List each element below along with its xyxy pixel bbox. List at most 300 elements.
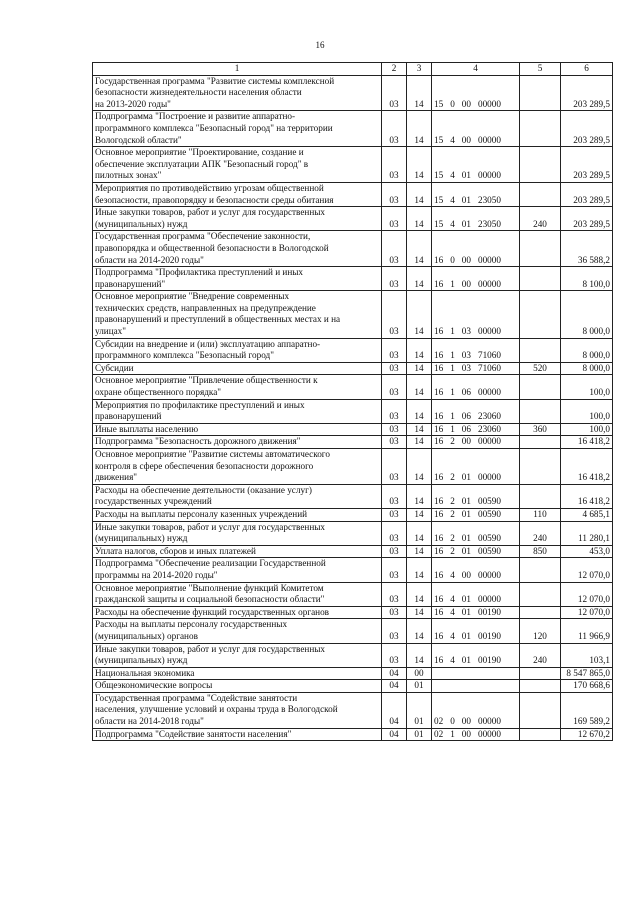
- row-section-code: 03: [382, 291, 407, 338]
- row-target-article-code: [432, 558, 520, 582]
- row-subsection-code: 14: [407, 375, 432, 399]
- target-article-part: 00000: [477, 278, 501, 289]
- row-name: Государственная программа "Развитие системы комплексной безопасности жизнедеятельности населения области на 2013-2020 годы": [93, 75, 382, 111]
- row-subsection-code: 14: [407, 147, 432, 183]
- table-row: [93, 267, 613, 291]
- target-article-part: 4: [450, 594, 455, 605]
- row-amount: 12 670,2: [561, 728, 613, 741]
- row-target-article-code: [432, 147, 520, 183]
- target-article-part: 16: [434, 350, 444, 361]
- row-name: Основное мероприятие "Выполнение функций Комитетом гражданской защиты и социальной безопасности области": [93, 582, 382, 606]
- target-article-part: 0: [450, 716, 455, 727]
- row-section-code: 03: [382, 399, 407, 423]
- row-expense-type-code: 240: [520, 643, 561, 667]
- row-amount: 203 289,5: [561, 147, 613, 183]
- target-article-part: 16: [434, 472, 444, 483]
- target-article-part: 16: [434, 594, 444, 605]
- header-cell: 4: [432, 63, 520, 76]
- target-article-part: 00190: [477, 606, 501, 617]
- row-subsection-code: 14: [407, 182, 432, 206]
- table-row: [93, 582, 613, 606]
- row-name: Субсидии на внедрение и (или) эксплуатацию аппаратно- программного комплекса "Безопасный город": [93, 338, 382, 362]
- target-article-part: 1: [450, 411, 455, 422]
- table-row: [93, 680, 613, 693]
- target-article-part: 16: [434, 423, 444, 434]
- row-amount: 453,0: [561, 545, 613, 558]
- target-article-part: 16: [434, 630, 444, 641]
- table-row: [93, 521, 613, 545]
- target-article-part: 00590: [477, 533, 501, 544]
- target-article-part: 4: [450, 134, 455, 145]
- target-article-part: 2: [450, 436, 455, 447]
- target-article-part: 00: [461, 436, 471, 447]
- target-article-part: 1: [450, 350, 455, 361]
- target-article-part: 00: [461, 728, 471, 739]
- row-section-code: 03: [382, 231, 407, 267]
- row-expense-type-code: 520: [520, 362, 561, 375]
- target-article-part: 00000: [477, 326, 501, 337]
- target-article-part: 4: [450, 218, 455, 229]
- row-subsection-code: 14: [407, 399, 432, 423]
- target-article-part: 1: [450, 423, 455, 434]
- row-section-code: 03: [382, 436, 407, 449]
- target-article-part: 03: [461, 362, 471, 373]
- row-amount: 12 070,0: [561, 582, 613, 606]
- row-target-article-code: [432, 667, 520, 680]
- table-row: [93, 375, 613, 399]
- row-name: Подпрограмма "Безопасность дорожного движения": [93, 436, 382, 449]
- row-amount: 8 000,0: [561, 338, 613, 362]
- table-row: [93, 619, 613, 643]
- row-name: Расходы на выплаты персоналу государственных (муниципальных) органов: [93, 619, 382, 643]
- target-article-part: 15: [434, 170, 444, 181]
- table-row: [93, 558, 613, 582]
- row-name: Основное мероприятие "Развитие системы автоматического контроля в сфере обеспечения безопасности дорожного движения": [93, 449, 382, 485]
- table-row: [93, 545, 613, 558]
- target-article-part: 4: [450, 630, 455, 641]
- row-target-article-code: [432, 582, 520, 606]
- target-article-part: 15: [434, 194, 444, 205]
- row-subsection-code: 14: [407, 582, 432, 606]
- row-section-code: 03: [382, 545, 407, 558]
- target-article-part: 15: [434, 98, 444, 109]
- row-amount: 8 547 865,0: [561, 667, 613, 680]
- row-amount: 203 289,5: [561, 75, 613, 111]
- row-target-article-code: [432, 362, 520, 375]
- table-row: [93, 449, 613, 485]
- header-cell: 3: [407, 63, 432, 76]
- row-amount: 36 588,2: [561, 231, 613, 267]
- row-target-article-code: [432, 692, 520, 728]
- table-row: [93, 667, 613, 680]
- row-subsection-code: 14: [407, 643, 432, 667]
- row-section-code: 04: [382, 680, 407, 693]
- row-section-code: 04: [382, 667, 407, 680]
- target-article-part: 16: [434, 508, 444, 519]
- page-number: 16: [315, 40, 325, 50]
- target-article-part: 16: [434, 496, 444, 507]
- row-amount: 16 418,2: [561, 484, 613, 508]
- row-target-article-code: [432, 231, 520, 267]
- table-row: [93, 362, 613, 375]
- table-row: [93, 111, 613, 147]
- row-target-article-code: [432, 606, 520, 619]
- row-section-code: 04: [382, 692, 407, 728]
- row-section-code: 03: [382, 484, 407, 508]
- target-article-part: 23050: [477, 194, 501, 205]
- target-article-part: 0: [450, 98, 455, 109]
- target-article-part: 00000: [477, 569, 501, 580]
- target-article-part: 16: [434, 655, 444, 666]
- row-amount: 11 280,1: [561, 521, 613, 545]
- row-section-code: 03: [382, 147, 407, 183]
- target-article-part: 00000: [477, 436, 501, 447]
- row-amount: 16 418,2: [561, 449, 613, 485]
- row-target-article-code: [432, 484, 520, 508]
- target-article-part: 01: [461, 508, 471, 519]
- row-target-article-code: [432, 423, 520, 436]
- row-expense-type-code: [520, 436, 561, 449]
- header-cell: 1: [93, 63, 382, 76]
- row-name: Иные закупки товаров, работ и услуг для государственных (муниципальных) нужд: [93, 207, 382, 231]
- row-target-article-code: [432, 545, 520, 558]
- row-amount: 203 289,5: [561, 182, 613, 206]
- row-amount: 12 070,0: [561, 558, 613, 582]
- row-subsection-code: 14: [407, 362, 432, 375]
- row-target-article-code: [432, 267, 520, 291]
- row-name: Уплата налогов, сборов и иных платежей: [93, 545, 382, 558]
- row-name: Государственная программа "Содействие занятости населения, улучшение условий и охраны труда в Вологодской области на 2014-2018 годы": [93, 692, 382, 728]
- row-subsection-code: 14: [407, 423, 432, 436]
- row-expense-type-code: 850: [520, 545, 561, 558]
- target-article-part: 23060: [477, 423, 501, 434]
- table-row: [93, 692, 613, 728]
- row-target-article-code: [432, 291, 520, 338]
- row-name: Расходы на обеспечение функций государственных органов: [93, 606, 382, 619]
- table-row: [93, 338, 613, 362]
- target-article-part: 01: [461, 655, 471, 666]
- target-article-part: 00000: [477, 716, 501, 727]
- row-target-article-code: [432, 619, 520, 643]
- target-article-part: 16: [434, 362, 444, 373]
- row-name: Подпрограмма "Обеспечение реализации Государственной программы на 2014-2020 годы": [93, 558, 382, 582]
- row-subsection-code: 01: [407, 692, 432, 728]
- target-article-part: 02: [434, 728, 444, 739]
- row-target-article-code: [432, 399, 520, 423]
- header-cell: 6: [561, 63, 613, 76]
- target-article-part: 01: [461, 496, 471, 507]
- row-subsection-code: 00: [407, 667, 432, 680]
- row-subsection-code: 14: [407, 338, 432, 362]
- row-expense-type-code: 110: [520, 508, 561, 521]
- target-article-part: 2: [450, 545, 455, 556]
- target-article-part: 06: [461, 387, 471, 398]
- row-name: Мероприятия по профилактике преступлений и иных правонарушений: [93, 399, 382, 423]
- table-row: [93, 231, 613, 267]
- target-article-part: 00: [461, 98, 471, 109]
- target-article-part: 1: [450, 278, 455, 289]
- target-article-part: 2: [450, 508, 455, 519]
- row-amount: 4 685,1: [561, 508, 613, 521]
- row-name: Расходы на обеспечение деятельности (оказание услуг) государственных учреждений: [93, 484, 382, 508]
- target-article-part: 00000: [477, 728, 501, 739]
- target-article-part: 00590: [477, 545, 501, 556]
- row-expense-type-code: [520, 147, 561, 183]
- row-name: Подпрограмма "Содействие занятости населения": [93, 728, 382, 741]
- header-cell: 5: [520, 63, 561, 76]
- row-expense-type-code: [520, 231, 561, 267]
- row-section-code: 03: [382, 606, 407, 619]
- row-amount: 8 000,0: [561, 362, 613, 375]
- row-name: Основное мероприятие "Проектирование, создание и обеспечение эксплуатации АПК "Безопасный город" в пилотных зонах": [93, 147, 382, 183]
- row-subsection-code: 01: [407, 728, 432, 741]
- target-article-part: 06: [461, 423, 471, 434]
- target-article-part: 23050: [477, 218, 501, 229]
- row-expense-type-code: [520, 291, 561, 338]
- row-target-article-code: [432, 449, 520, 485]
- row-subsection-code: 14: [407, 619, 432, 643]
- target-article-part: 00: [461, 569, 471, 580]
- row-section-code: 03: [382, 619, 407, 643]
- row-section-code: 04: [382, 728, 407, 741]
- table-body: [93, 75, 613, 741]
- row-target-article-code: [432, 680, 520, 693]
- row-subsection-code: 14: [407, 207, 432, 231]
- target-article-part: 01: [461, 472, 471, 483]
- row-name: Субсидии: [93, 362, 382, 375]
- target-article-part: 16: [434, 436, 444, 447]
- target-article-part: 16: [434, 387, 444, 398]
- target-article-part: 4: [450, 194, 455, 205]
- table-row: [93, 728, 613, 741]
- table-row: [93, 423, 613, 436]
- row-name: Национальная экономика: [93, 667, 382, 680]
- row-target-article-code: [432, 436, 520, 449]
- table-row: [93, 182, 613, 206]
- header-cell: 2: [382, 63, 407, 76]
- row-target-article-code: [432, 643, 520, 667]
- row-section-code: 03: [382, 375, 407, 399]
- row-amount: 12 070,0: [561, 606, 613, 619]
- row-subsection-code: 14: [407, 558, 432, 582]
- target-article-part: 00590: [477, 508, 501, 519]
- row-expense-type-code: [520, 680, 561, 693]
- row-section-code: 03: [382, 182, 407, 206]
- row-name: Подпрограмма "Построение и развитие аппаратно- программного комплекса "Безопасный город" на территории Вологодской области": [93, 111, 382, 147]
- target-article-part: 00: [461, 716, 471, 727]
- target-article-part: 23060: [477, 411, 501, 422]
- row-name: Основное мероприятие "Внедрение современных технических средств, направленных на предупреждение правонарушений и преступлений в общественных местах и на улицах": [93, 291, 382, 338]
- table-row: [93, 484, 613, 508]
- target-article-part: 1: [450, 326, 455, 337]
- row-target-article-code: [432, 521, 520, 545]
- row-subsection-code: 14: [407, 291, 432, 338]
- row-amount: 100,0: [561, 423, 613, 436]
- target-article-part: 71060: [477, 350, 501, 361]
- table-row: [93, 606, 613, 619]
- row-subsection-code: 14: [407, 484, 432, 508]
- table-row: [93, 643, 613, 667]
- row-name: Подпрограмма "Профилактика преступлений и иных правонарушений": [93, 267, 382, 291]
- row-expense-type-code: [520, 692, 561, 728]
- row-target-article-code: [432, 75, 520, 111]
- row-amount: 100,0: [561, 399, 613, 423]
- target-article-part: 15: [434, 134, 444, 145]
- target-article-part: 00590: [477, 496, 501, 507]
- target-article-part: 00190: [477, 655, 501, 666]
- row-expense-type-code: [520, 182, 561, 206]
- target-article-part: 16: [434, 326, 444, 337]
- target-article-part: 01: [461, 218, 471, 229]
- row-expense-type-code: 360: [520, 423, 561, 436]
- row-expense-type-code: [520, 399, 561, 423]
- target-article-part: 01: [461, 606, 471, 617]
- row-amount: 8 000,0: [561, 291, 613, 338]
- target-article-part: 00: [461, 134, 471, 145]
- target-article-part: 01: [461, 194, 471, 205]
- row-subsection-code: 14: [407, 267, 432, 291]
- row-subsection-code: 14: [407, 508, 432, 521]
- target-article-part: 00000: [477, 254, 501, 265]
- row-subsection-code: 14: [407, 449, 432, 485]
- row-expense-type-code: [520, 75, 561, 111]
- row-target-article-code: [432, 728, 520, 741]
- row-target-article-code: [432, 375, 520, 399]
- row-name: Иные закупки товаров, работ и услуг для государственных (муниципальных) нужд: [93, 521, 382, 545]
- target-article-part: 4: [450, 569, 455, 580]
- row-name: Иные выплаты населению: [93, 423, 382, 436]
- row-amount: 16 418,2: [561, 436, 613, 449]
- target-article-part: 71060: [477, 362, 501, 373]
- target-article-part: 15: [434, 218, 444, 229]
- row-section-code: 03: [382, 338, 407, 362]
- row-subsection-code: 14: [407, 521, 432, 545]
- row-target-article-code: [432, 338, 520, 362]
- target-article-part: 03: [461, 350, 471, 361]
- row-amount: 103,1: [561, 643, 613, 667]
- target-article-part: 01: [461, 170, 471, 181]
- target-article-part: 2: [450, 496, 455, 507]
- row-name: Расходы на выплаты персоналу казенных учреждений: [93, 508, 382, 521]
- target-article-part: 00000: [477, 98, 501, 109]
- target-article-part: 16: [434, 278, 444, 289]
- row-name: Общеэкономические вопросы: [93, 680, 382, 693]
- target-article-part: 00000: [477, 472, 501, 483]
- table-row: [93, 147, 613, 183]
- row-amount: 170 668,6: [561, 680, 613, 693]
- row-section-code: 03: [382, 207, 407, 231]
- row-subsection-code: 14: [407, 606, 432, 619]
- table-row: [93, 508, 613, 521]
- table-header-row: [93, 63, 613, 76]
- row-section-code: 03: [382, 643, 407, 667]
- row-expense-type-code: [520, 375, 561, 399]
- target-article-part: 16: [434, 606, 444, 617]
- row-target-article-code: [432, 182, 520, 206]
- row-expense-type-code: [520, 267, 561, 291]
- target-article-part: 1: [450, 387, 455, 398]
- target-article-part: 4: [450, 606, 455, 617]
- row-amount: 169 589,2: [561, 692, 613, 728]
- row-name: Мероприятия по противодействию угрозам общественной безопасности, правопорядку и безопасности среды обитания: [93, 182, 382, 206]
- row-expense-type-code: [520, 449, 561, 485]
- row-name: Государственная программа "Обеспечение законности, правопорядка и общественной безопасности в Вологодской области на 2014-2020 годы": [93, 231, 382, 267]
- row-section-code: 03: [382, 423, 407, 436]
- target-article-part: 16: [434, 569, 444, 580]
- target-article-part: 4: [450, 655, 455, 666]
- row-expense-type-code: 120: [520, 619, 561, 643]
- row-target-article-code: [432, 111, 520, 147]
- target-article-part: 01: [461, 545, 471, 556]
- row-amount: 203 289,5: [561, 111, 613, 147]
- target-article-part: 0: [450, 254, 455, 265]
- target-article-part: 16: [434, 254, 444, 265]
- row-subsection-code: 14: [407, 545, 432, 558]
- table-row: [93, 207, 613, 231]
- table-row: [93, 399, 613, 423]
- row-subsection-code: 14: [407, 111, 432, 147]
- row-target-article-code: [432, 207, 520, 231]
- target-article-part: 00000: [477, 387, 501, 398]
- row-subsection-code: 01: [407, 680, 432, 693]
- target-article-part: 1: [450, 728, 455, 739]
- row-subsection-code: 14: [407, 436, 432, 449]
- row-expense-type-code: [520, 728, 561, 741]
- target-article-part: 00000: [477, 594, 501, 605]
- target-article-part: 00000: [477, 134, 501, 145]
- row-expense-type-code: [520, 606, 561, 619]
- target-article-part: 01: [461, 630, 471, 641]
- target-article-part: 06: [461, 411, 471, 422]
- row-amount: 100,0: [561, 375, 613, 399]
- target-article-part: 00: [461, 278, 471, 289]
- target-article-part: 03: [461, 326, 471, 337]
- target-article-part: 1: [450, 362, 455, 373]
- table-row: [93, 75, 613, 111]
- row-subsection-code: 14: [407, 231, 432, 267]
- table-row: [93, 436, 613, 449]
- target-article-part: 00190: [477, 630, 501, 641]
- row-expense-type-code: [520, 111, 561, 147]
- row-section-code: 03: [382, 75, 407, 111]
- row-name: Основное мероприятие "Привлечение общественности к охране общественного порядка": [93, 375, 382, 399]
- target-article-part: 00: [461, 254, 471, 265]
- target-article-part: 01: [461, 594, 471, 605]
- row-amount: 11 966,9: [561, 619, 613, 643]
- row-section-code: 03: [382, 362, 407, 375]
- row-subsection-code: 14: [407, 75, 432, 111]
- row-section-code: 03: [382, 111, 407, 147]
- row-target-article-code: [432, 508, 520, 521]
- row-expense-type-code: [520, 558, 561, 582]
- row-section-code: 03: [382, 508, 407, 521]
- budget-table: [92, 62, 613, 741]
- row-amount: 203 289,5: [561, 207, 613, 231]
- target-article-part: 16: [434, 545, 444, 556]
- target-article-part: 16: [434, 411, 444, 422]
- table-row: [93, 291, 613, 338]
- row-section-code: 03: [382, 267, 407, 291]
- row-expense-type-code: 240: [520, 207, 561, 231]
- target-article-part: 02: [434, 716, 444, 727]
- row-amount: 8 100,0: [561, 267, 613, 291]
- row-name: Иные закупки товаров, работ и услуг для государственных (муниципальных) нужд: [93, 643, 382, 667]
- target-article-part: 01: [461, 533, 471, 544]
- row-section-code: 03: [382, 521, 407, 545]
- row-expense-type-code: [520, 338, 561, 362]
- row-expense-type-code: [520, 582, 561, 606]
- row-expense-type-code: 240: [520, 521, 561, 545]
